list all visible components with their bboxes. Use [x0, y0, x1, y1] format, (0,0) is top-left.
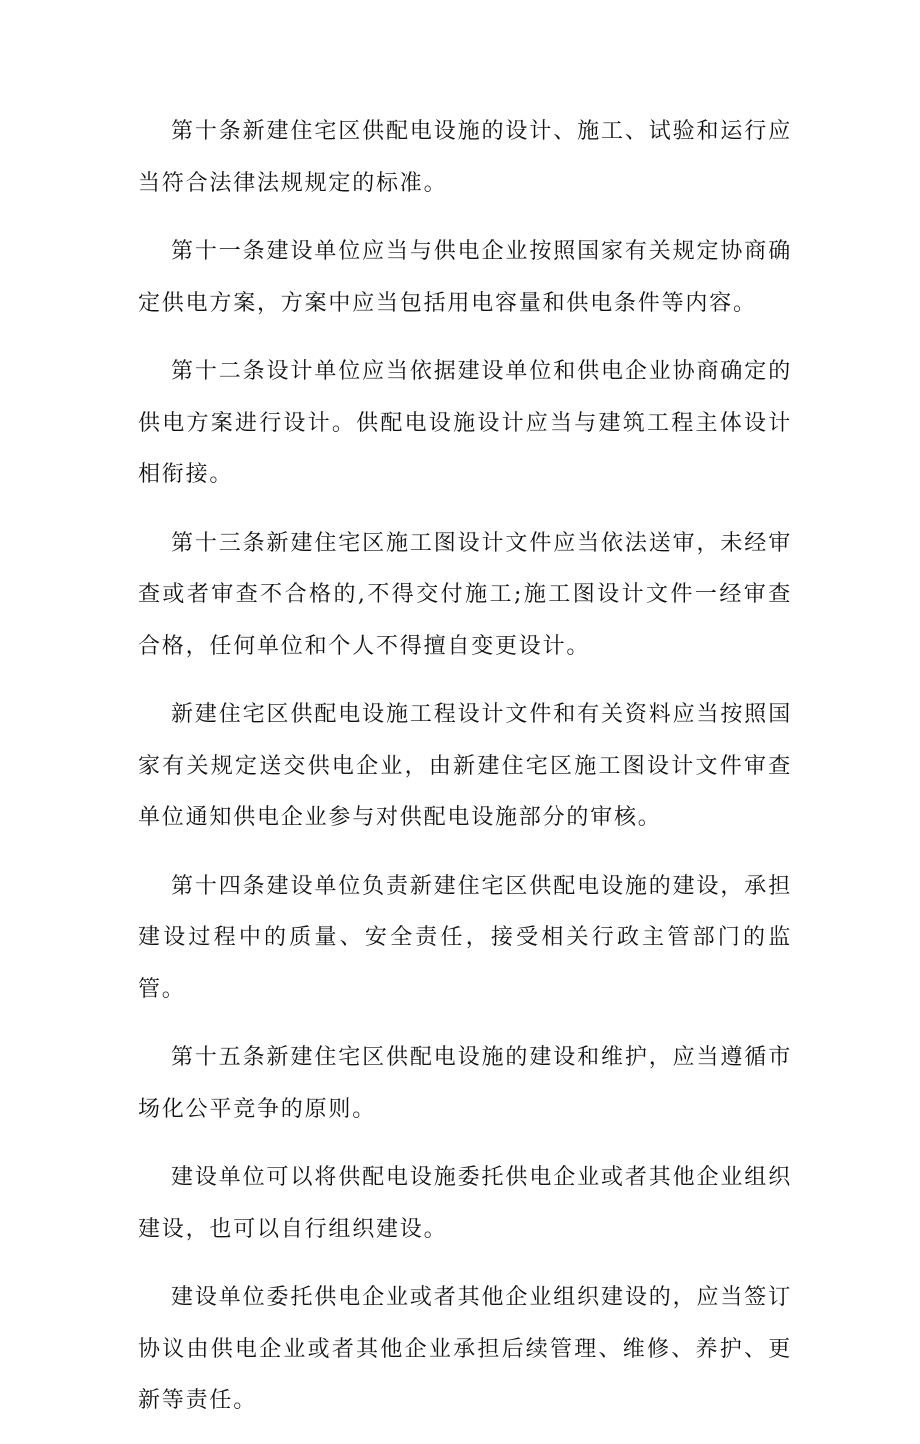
paragraph-article-11: 第十一条建设单位应当与供电企业按照国家有关规定协商确定供电方案，方案中应当包括用电容量和供电条件等内容。 [138, 239, 792, 316]
paragraph-article-13-design-files: 新建住宅区供配电设施工程设计文件和有关资料应当按照国家有关规定送交供电企业，由新建住宅区施工图设计文件审查单位通知供电企业参与对供配电设施部分的审核。 [138, 702, 792, 830]
paragraph-article-13: 第十三条新建住宅区施工图设计文件应当依法送审，未经审查或者审查不合格的,不得交付施工;施工图设计文件一经审查合格，任何单位和个人不得擅自变更设计。 [138, 530, 792, 659]
paragraph-article-15-entrust: 建设单位可以将供配电设施委托供电企业或者其他企业组织建设，也可以自行组织建设。 [138, 1165, 792, 1242]
paragraph-article-15: 第十五条新建住宅区供配电设施的建设和维护，应当遵循市场化公平竞争的原则。 [138, 1045, 792, 1122]
paragraph-article-15-agreement: 建设单位委托供电企业或者其他企业组织建设的，应当签订协议由供电企业或者其他企业承担后续管理、维修、养护、更新等责任。 [138, 1285, 792, 1413]
paragraph-article-12: 第十二条设计单位应当依据建设单位和供电企业协商确定的供电方案进行设计。供配电设施设计应当与建筑工程主体设计相衔接。 [138, 359, 792, 487]
document-body [138, 106, 792, 1444]
paragraph-article-14: 第十四条建设单位负责新建住宅区供配电设施的建设，承担建设过程中的质量、安全责任，接受相关行政主管部门的监管。 [138, 873, 792, 1002]
paragraph-article-10: 第十条新建住宅区供配电设施的设计、施工、试验和运行应当符合法律法规规定的标准。 [138, 119, 792, 196]
